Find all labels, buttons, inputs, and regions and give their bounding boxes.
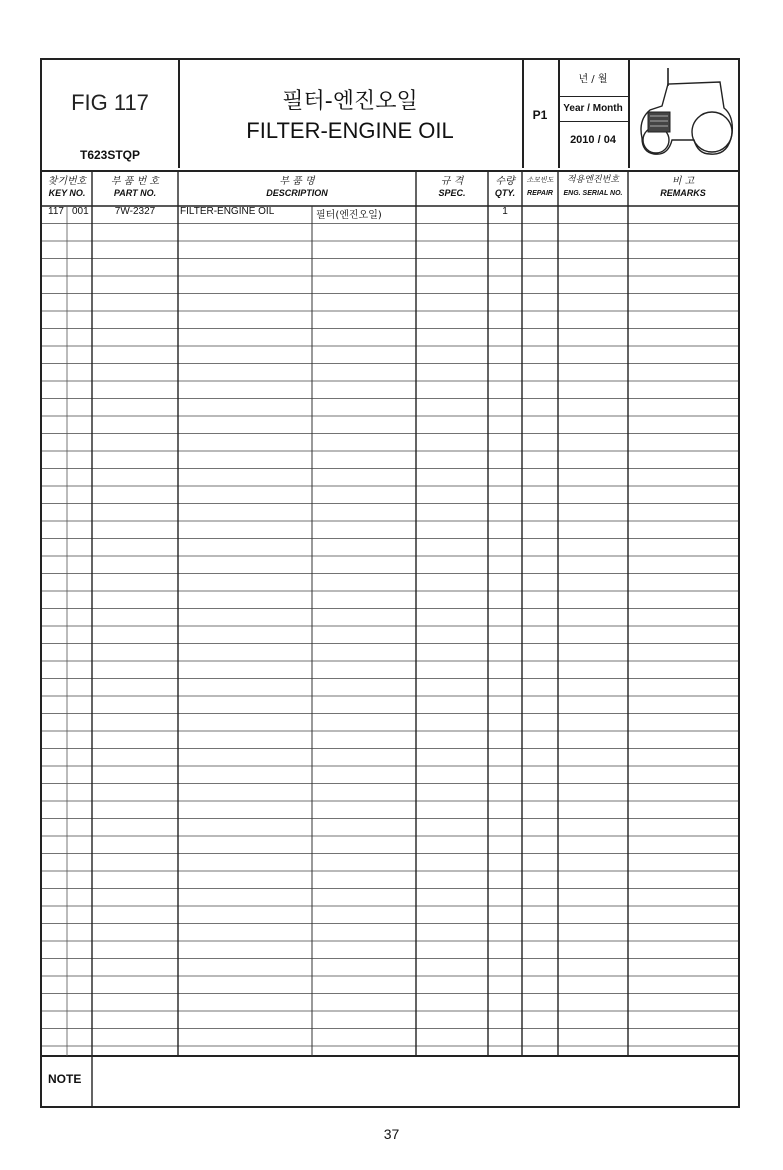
row-1-key-fig: 117 bbox=[48, 206, 64, 217]
col-header-key-no: KEY NO. bbox=[48, 188, 86, 198]
illustration-box bbox=[628, 60, 738, 168]
col-header-part-no-korean: 부 품 번 호 bbox=[110, 176, 160, 187]
col-header-repair-korean: 소모빈도 bbox=[526, 176, 554, 184]
col-header-qty-korean: 수량 bbox=[495, 176, 515, 187]
sheet-header bbox=[42, 60, 738, 172]
page-code: P1 bbox=[532, 108, 548, 122]
col-header-remarks-korean: 비 고 bbox=[671, 176, 695, 187]
row-1-key-item: 001 bbox=[72, 206, 89, 217]
col-header-part-no: PART NO. bbox=[113, 188, 157, 198]
row-1-part-no: 7W-2327 bbox=[114, 206, 156, 217]
row-1-description-english: FILTER-ENGINE OIL bbox=[180, 206, 275, 217]
date-label-korean: 년 / 월 bbox=[578, 74, 608, 85]
date-value: 2010 / 04 bbox=[570, 134, 616, 146]
figure-box bbox=[42, 60, 180, 168]
title-box bbox=[178, 60, 524, 168]
col-header-eng-serial: ENG. SERIAL NO. bbox=[563, 190, 623, 197]
row-1-qty: 1 bbox=[502, 206, 508, 217]
col-header-repair: REPAIR bbox=[527, 190, 553, 197]
col-header-description-korean: 부 품 명 bbox=[279, 176, 315, 187]
date-box bbox=[558, 60, 630, 168]
figure-label: FIG 117 bbox=[71, 90, 149, 115]
col-header-description: DESCRIPTION bbox=[266, 188, 328, 198]
col-header-qty: QTY. bbox=[494, 188, 516, 198]
tractor-icon bbox=[628, 60, 738, 168]
page-code-box bbox=[522, 60, 560, 168]
col-header-spec: SPEC. bbox=[438, 188, 466, 198]
col-header-eng-serial-korean: 적용엔진번호 bbox=[566, 175, 620, 185]
parts-list-sheet bbox=[40, 58, 740, 1108]
model-code: T623STQP bbox=[79, 148, 141, 162]
col-header-remarks: REMARKS bbox=[660, 188, 706, 198]
page-number: 37 bbox=[383, 1126, 400, 1142]
note-label: NOTE bbox=[48, 1072, 82, 1086]
col-header-key-no-korean: 찾기번호 bbox=[47, 176, 87, 187]
title-english: FILTER-ENGINE OIL bbox=[246, 118, 454, 143]
row-1-description-korean: 필터(엔진오일) bbox=[316, 210, 382, 221]
parts-table-grid bbox=[42, 170, 738, 1108]
date-label-english: Year / Month bbox=[558, 96, 628, 122]
title-korean: 필터-엔진오일 bbox=[282, 89, 418, 114]
col-header-spec-korean: 규 격 bbox=[440, 176, 464, 187]
